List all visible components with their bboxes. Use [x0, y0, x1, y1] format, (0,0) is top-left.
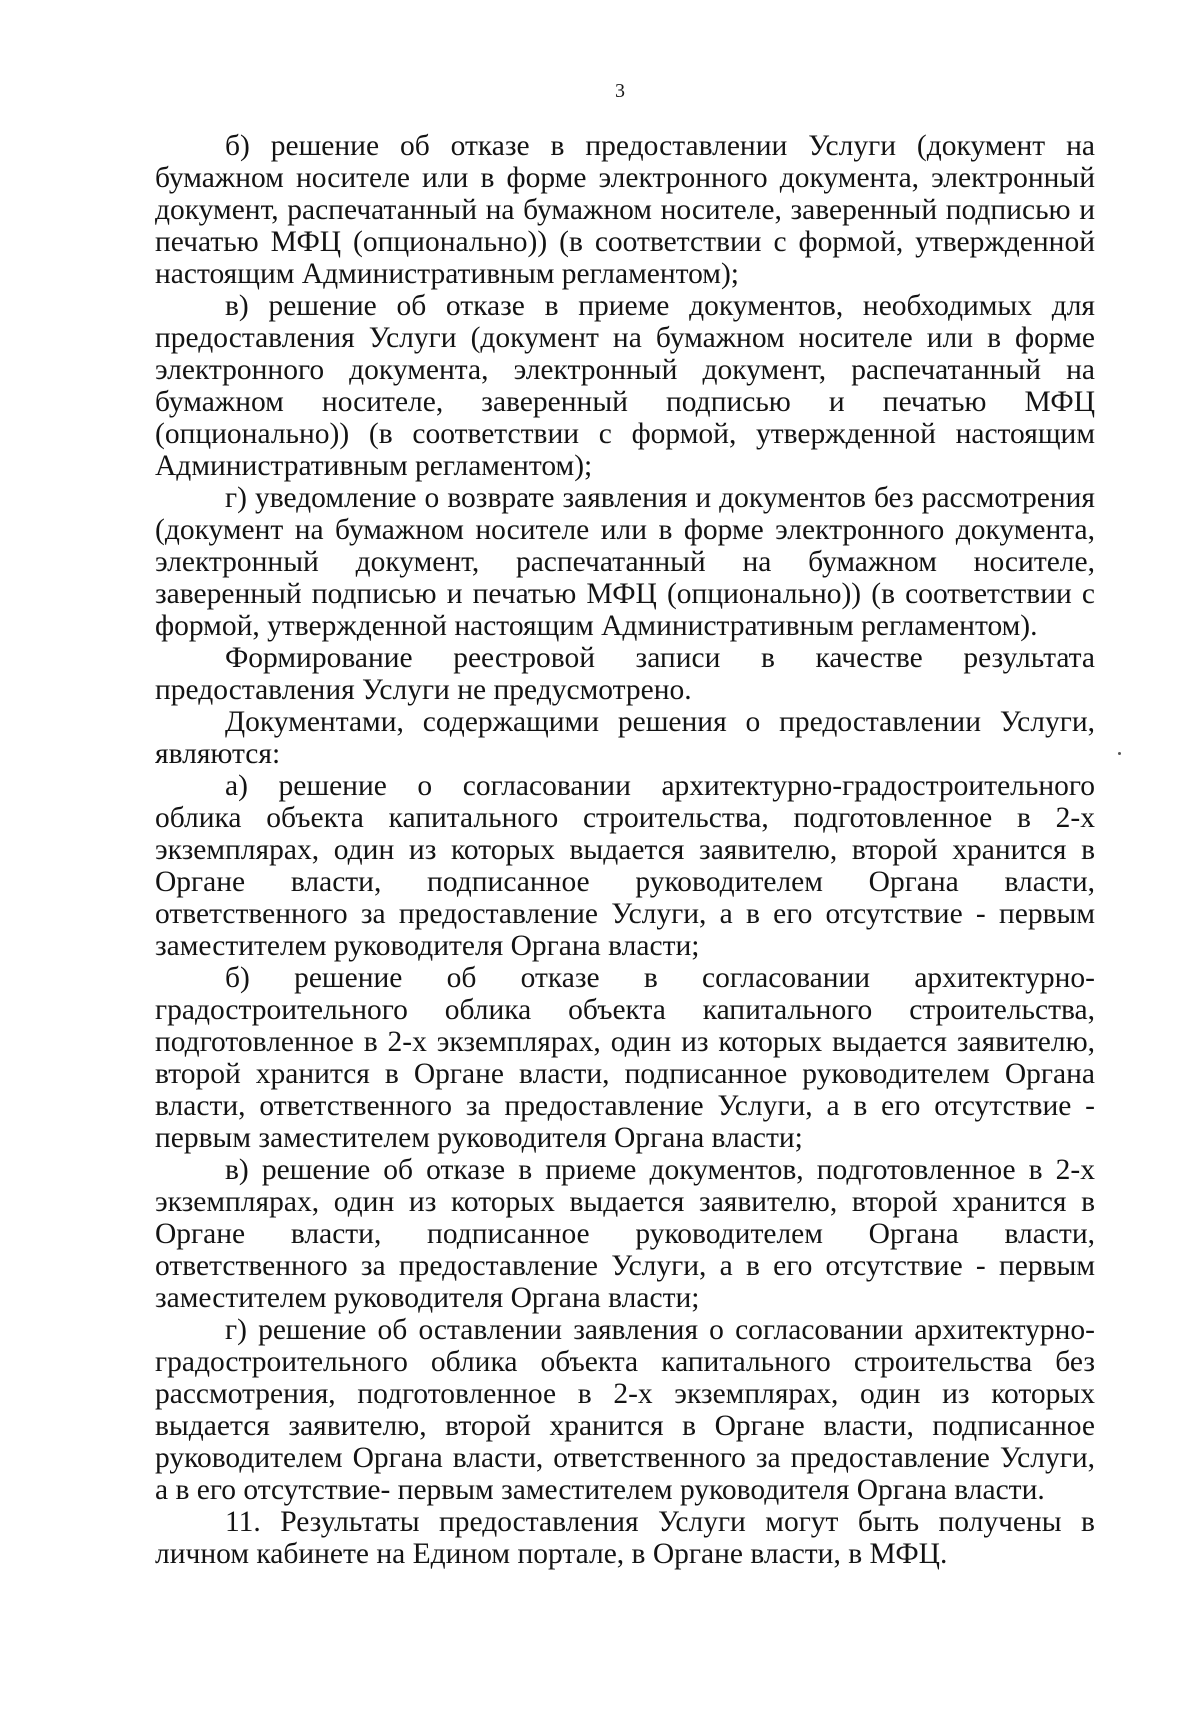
page-number: 3 — [615, 80, 625, 102]
paragraph-g-no-consideration: г) решение об оставлении заявления о согласовании архитектурно-градостроительного облика объекта капитального строительства без рассмотрения, подготовленное в 2-х экземплярах, один из которых выдается заявителю, второй хранится в Органе власти, подписанное руководителем Органа власти, ответственного за предоставление Услуги, а в его отсутствие- первым заместителем руководителя Органа власти. — [155, 1314, 1095, 1506]
document-body — [155, 130, 1095, 1570]
paragraph-decision-documents: Документами, содержащими решения о предоставлении Услуги, являются: — [155, 706, 1095, 770]
paragraph-v-refusal-documents: в) решение об отказе в приеме документов, необходимых для предоставления Услуги (документ на бумажном носителе или в форме электронного документа, электронный документ, распечатанный на бумажном носителе, заверенный подписью и печатью МФЦ (опционально)) (в соответствии с формой, утвержденной настоящим Административным регламентом); — [155, 290, 1095, 482]
paragraph-v-refusal-acceptance: в) решение об отказе в приеме документов, подготовленное в 2-х экземплярах, один из которых выдается заявителю, второй хранится в Органе власти, подписанное руководителем Органа власти, ответственного за предоставление Услуги, а в его отсутствие - первым заместителем руководителя Органа власти; — [155, 1154, 1095, 1314]
scan-speck — [1118, 752, 1121, 755]
paragraph-registry-record: Формирование реестровой записи в качестве результата предоставления Услуги не предусмотрено. — [155, 642, 1095, 706]
paragraph-11-results: 11. Результаты предоставления Услуги могут быть получены в личном кабинете на Едином портале, в Органе власти, в МФЦ. — [155, 1506, 1095, 1570]
paragraph-g-return-notice: г) уведомление о возврате заявления и документов без рассмотрения (документ на бумажном носителе или в форме электронного документа, электронный документ, распечатанный на бумажном носителе, заверенный подписью и печатью МФЦ (опционально)) (в соответствии с формой, утвержденной настоящим Административным регламентом). — [155, 482, 1095, 642]
paragraph-b-refusal-approval: б) решение об отказе в согласовании архитектурно-градостроительного облика объекта капитального строительства, подготовленное в 2-х экземплярах, один из которых выдается заявителю, второй хранится в Органе власти, подписанное руководителем Органа власти, ответственного за предоставление Услуги, а в его отсутствие - первым заместителем руководителя Органа власти; — [155, 962, 1095, 1154]
paragraph-a-approval: а) решение о согласовании архитектурно-градостроительного облика объекта капитального строительства, подготовленное в 2-х экземплярах, один из которых выдается заявителю, второй хранится в Органе власти, подписанное руководителем Органа власти, ответственного за предоставление Услуги, а в его отсутствие - первым заместителем руководителя Органа власти; — [155, 770, 1095, 962]
paragraph-b-refusal-service: б) решение об отказе в предоставлении Услуги (документ на бумажном носителе или в форме электронного документа, электронный документ, распечатанный на бумажном носителе, заверенный подписью и печатью МФЦ (опционально)) (в соответствии с формой, утвержденной настоящим Административным регламентом); — [155, 130, 1095, 290]
